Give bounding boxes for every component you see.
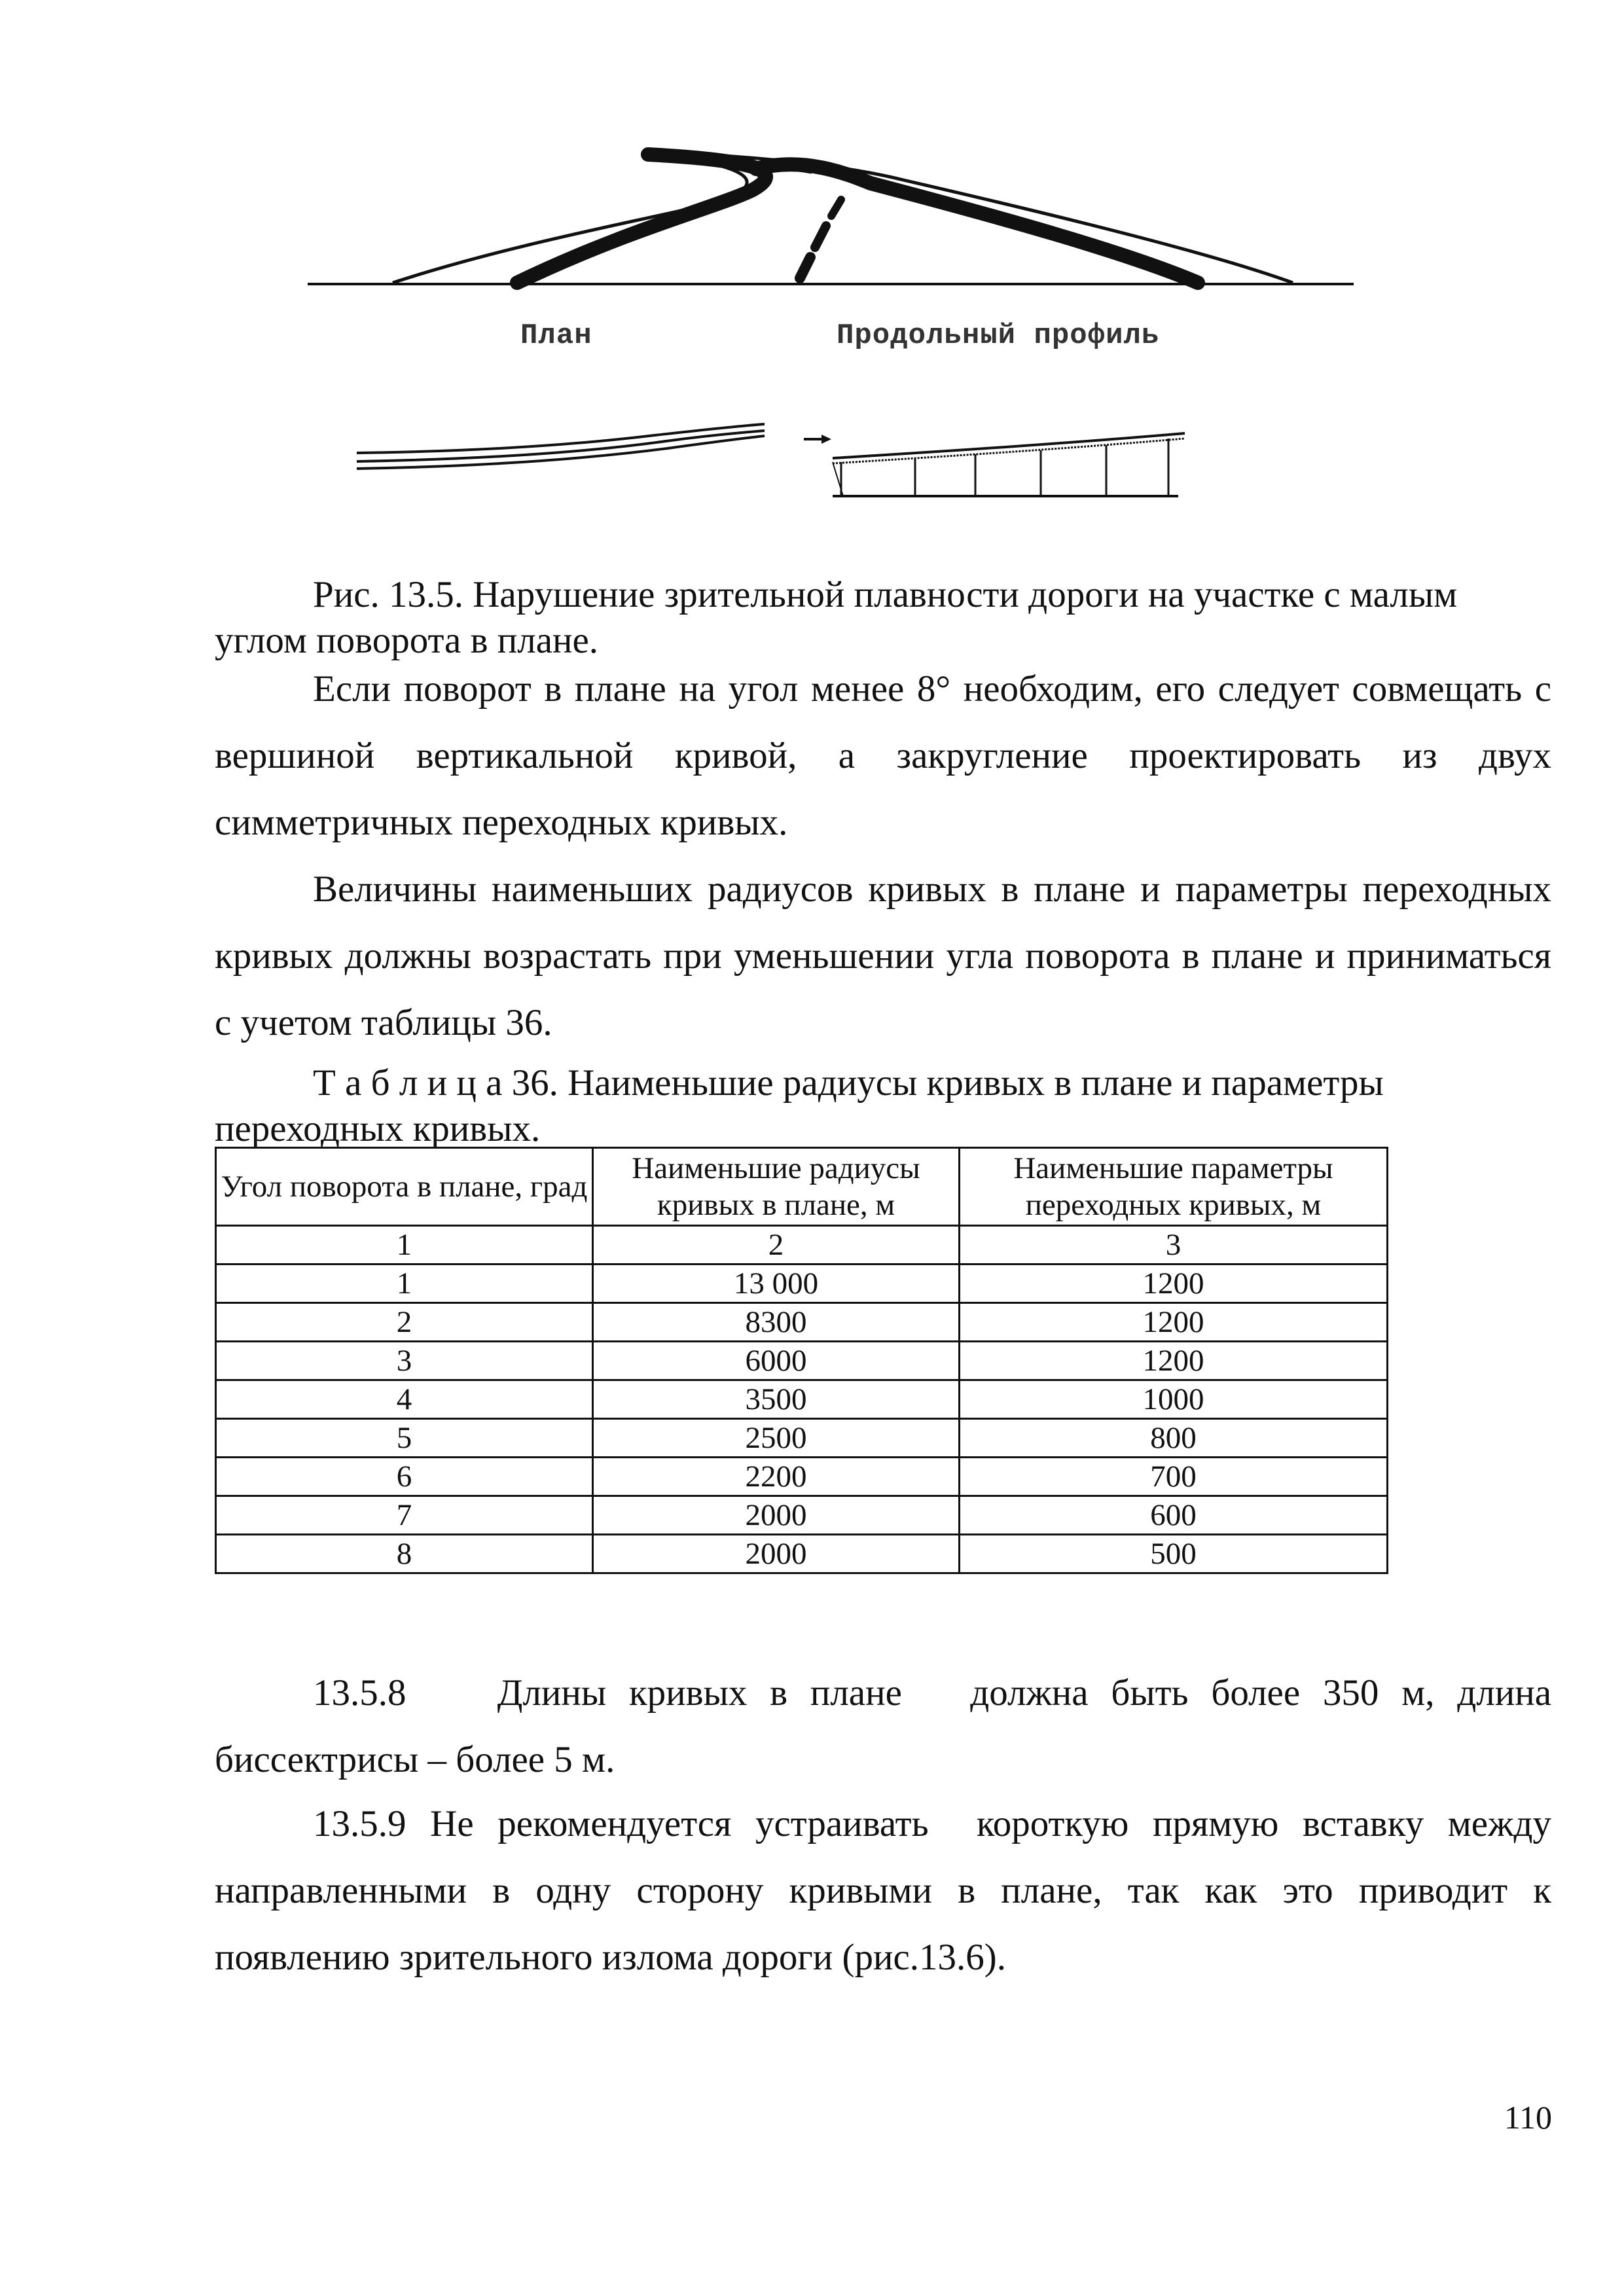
table-caption <box>215 1060 1551 1152</box>
table-cell: 2000 <box>593 1496 960 1535</box>
table-row <box>216 1535 1388 1573</box>
paragraph-radii: Величины наименьших радиусов кривых в плане и параметры переходных кривых должны возрастать при уменьшении угла поворота в плане и приниматься с учетом таблицы 36. <box>215 869 1551 1043</box>
table-cell: 3500 <box>593 1380 960 1419</box>
paragraph-turn-angle: Если поворот в плане на угол менее 8° необходим, его следует совмещать с вершиной вертикальной кривой, а закругление проектировать из двух симметричных переходных кривых. <box>215 668 1551 843</box>
table-36 <box>215 1147 1388 1574</box>
header-radius: Наименьшие радиусы кривых в плане, м <box>593 1148 960 1226</box>
table-cell: 800 <box>960 1419 1388 1458</box>
header-angle: Угол поворота в плане, град <box>216 1148 593 1226</box>
table-cell: 3 <box>216 1342 593 1380</box>
table-cell: 8 <box>216 1535 593 1573</box>
table-cell: 1 <box>216 1226 593 1265</box>
section-13-5-8: 13.5.8 Длины кривых в плане должна быть более 350 м, длина биссектрисы – более 5 м. <box>215 1672 1561 1780</box>
table-numbering-row <box>216 1226 1388 1265</box>
table-caption-line2: переходных кривых. <box>215 1108 541 1149</box>
plan-view <box>357 424 765 469</box>
table-row <box>216 1265 1388 1303</box>
figure-label-profile: Продольный профиль <box>837 319 1160 352</box>
table-cell: 1 <box>216 1265 593 1303</box>
table-row <box>216 1496 1388 1535</box>
table-cell: 4 <box>216 1380 593 1419</box>
profile-view <box>804 433 1185 496</box>
table-row <box>216 1303 1388 1342</box>
table-cell: 1200 <box>960 1265 1388 1303</box>
table-cell: 700 <box>960 1458 1388 1496</box>
table-cell: 13 000 <box>593 1265 960 1303</box>
table-cell: 600 <box>960 1496 1388 1535</box>
figure-label-plan: План <box>520 319 592 352</box>
table-row <box>216 1342 1388 1380</box>
figure-caption-line2: углом поворота в плане. <box>215 620 599 661</box>
road-illustration-figure <box>0 0 1624 537</box>
table-cell: 1200 <box>960 1303 1388 1342</box>
header-transition-params: Наименьшие параметры переходных кривых, м <box>960 1148 1388 1226</box>
page-number: 110 <box>1504 2099 1552 2136</box>
table-cell: 6000 <box>593 1342 960 1380</box>
road-center-dash <box>831 200 841 216</box>
table-cell: 6 <box>216 1458 593 1496</box>
table-cell: 500 <box>960 1535 1388 1573</box>
table-cell: 5 <box>216 1419 593 1458</box>
table-caption-line1: Т а б л и ц а 36. Наименьшие радиусы кривых в плане и параметры <box>313 1062 1384 1103</box>
table-cell: 2500 <box>593 1419 960 1458</box>
figure-caption <box>215 572 1551 664</box>
table-row <box>216 1380 1388 1419</box>
table-row <box>216 1458 1388 1496</box>
table-cell: 8300 <box>593 1303 960 1342</box>
figure-caption-line1: Рис. 13.5. Нарушение зрительной плавности дороги на участке с малым <box>313 574 1458 615</box>
table-header-row <box>216 1148 1388 1226</box>
table-cell: 2200 <box>593 1458 960 1496</box>
table-row <box>216 1419 1388 1458</box>
table-cell: 2 <box>216 1303 593 1342</box>
table-cell: 7 <box>216 1496 593 1535</box>
table-cell: 1200 <box>960 1342 1388 1380</box>
road-center-dash <box>800 257 810 278</box>
road-center-dash <box>815 226 826 247</box>
table-cell: 3 <box>960 1226 1388 1265</box>
table-cell: 2000 <box>593 1535 960 1573</box>
table-cell: 2 <box>593 1226 960 1265</box>
table-cell: 1000 <box>960 1380 1388 1419</box>
section-13-5-9: 13.5.9 Не рекомендуется устраивать короткую прямую вставку между направленными в одну сторону кривыми в плане, так как это приводит к появлению зрительного излома дороги (рис.13.6). <box>215 1803 1561 1978</box>
